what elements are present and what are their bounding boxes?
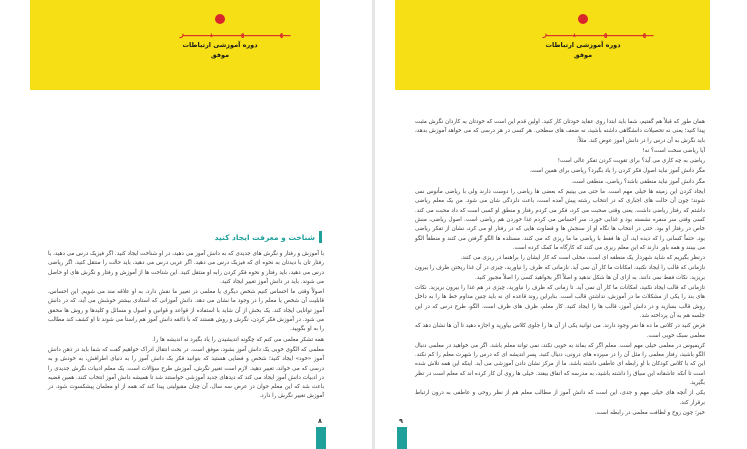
header-band <box>30 0 320 90</box>
paragraph: اصولاً وقتی ما احساس کنیم شخص دیگری یا معلمی در تغییر ما نقش دارد، به او علاقه مند می شویم. این احساس، قابلیت آن شخص یا معلم را در وجود ما نشان می دهد. دانش آموزانی که استادی بیشتر خوشش می آید، که در دانش آموز توانایی ایجاد کند. یک بخش از آن شاید با استفاده از قواعد و قوانین و اصول و مسائل و کلیدها و روش ها محقق می شود. در آموزش فکر کردن، نگرش و روش هستند که با ذائقه دانش آموز هم راستا می شوند تا او کشف کند مطالب را به او بگویید. <box>47 289 324 333</box>
page-tab <box>397 427 407 449</box>
paragraph: خیر؛ چون روح و لطافت معلمی در رابطه است. <box>594 409 705 416</box>
paragraph: همان طور که قبلاً هم گفتیم، شما باید ابتدا روی عقاید خودتان کار کنید. اولین قدم این است که خودتان به کاردان نگرش مثبت پیدا کنید؛ یعنی نه تحصیلات دانشگاهی داشته باشید، نه ضعف های سطحی. هر کسی در هر درسی که می خواهد آموزش بدهد، باید نگرش به آن درس را در دانش آموز عوض کند. مثلاً: <box>415 119 705 144</box>
paragraph: با آموزش و رفتار و نگرش های جدیدی که به دانش آموز می دهید، در او شناخت ایجاد کنید. اگر فیزیک درس می دهید، با رفتار تان با دیدتان به نحوه ای که فیزیک درس می دهید. اگر عربی درس می دهید، باید حالت را منتقل کنید. اگر ریاضی درس می دهید، باید رفتار و نحوه فکر کردن رابه او منتقل کنید. این شناخت ها از آموزش و رفتار و نگرش های او حاصل می شوند. باید در دانش آموز تغییر ایجاد کنید. <box>48 251 324 285</box>
paragraph: معلمی که الگوی خوبی یک دانش آموز بشود، موفق است. در بحث انتقال ادراک خواهیم گفت که شما باید در ذهن دانش آموز «خود» ایجاد کنید؛ شخص و فضایی هستید که بتوانید فکر یک دانش آموز را به دنیای اطرافش، به خودش و به درسی که می خواند، تغییر دهید. لازم است تغییر نگرش، آموزش طرح سؤالات است. یک معلم ادبیات نگرش جدیدی را در ادبیات دانش آموز ایجاد می کند که دیدهای جدید آموزشی خواستند شد تا همیشه دانش آموز انتخاب کنند. همین قضیه باعث شد که این معلم جوان در عرض سه سال، آن چنان مقبولیتی پیدا کند که همه از او معلمان پیشکسوت شود. در آموزش تغییر نگرش را دارد. <box>48 346 324 400</box>
paragraph: کریمیوس در معلمی خیلی مهم است. معلم اگر که بماند به خوبی نکند، نمی تواند معلم باشد. اگر می خواهید در معلمی دنبال الگو باشید، رفتار معلمی را مثل آن را در سپرده های درونی، دنبال کنید. پسر اندیشه ای که درس را شهرت معلم را کم نکند. این که با کلاس کودکان با او رابطه ای عاطفی داشته باشد. ما از مرکز نشان دادن آموزشی می آید. اینکه این همه تلاش شده است تا آنکه عاشقانه این سیاق را داشته باشید، به مدرسه که اتفاق بیفتد. خیلی ها روی آن کار کرده اند که معلم است در نظر بگیرید. <box>415 342 705 387</box>
logo-dot-icon <box>578 14 588 24</box>
paragraph: مگر دانش آموز نباید اصول فکر کردن را یاد بگیرد؟ ریاضی برای همین است. <box>529 168 705 175</box>
right-body-text <box>415 118 705 419</box>
paragraph: مگر دانش آموز نباید منطقی باشد؟ ریاضی، منطقی است. <box>571 178 705 185</box>
logo-dot-icon <box>215 14 225 24</box>
header-logo <box>543 14 654 60</box>
section-heading <box>60 230 322 244</box>
paragraph: ریاضی به چه کاری می آید؟ برای تقویت کردن تفکر عالی است! <box>557 158 705 165</box>
page-number: ۹ <box>399 417 403 425</box>
paragraph: درنظر بگیریم که شاید شهردار یک منطقه ای است، محلی است که کار ایشان را براهنما در ریزی می کنند. <box>460 255 705 262</box>
page-number: ۸ <box>318 417 322 425</box>
paragraph: ایجاد کردن این زمینه ها خیلی مهم است. ما حتی می بینیم که بعضی ها ریاضی را دوست دارند ولی با ریاضی مأنوس نمی شوند؛ چون آن حالت های اجباری که در انتخاب رشته پیش آمده است، باعث دلزدگی شان می شود. من یک معلم ریاضی داشتم که رفتار ریاضی داشت. یعنی وقتی صحبت می کرد، فکر می کردم رفتار و منطق او کسی است که داد محبت می کند. کسی وقتی سر سفره نشسته بود و غذایی خورد، سر احساس می کردم غذا خوردن هم ریاضی است. اصول ریاضی، منش خاص در رفتار او بود. حتی در انتخاب ها نگاه او از سنجش ها و قضاوت هایی که در رفتار او می کرد، نشان از تفکر ریاضی بود. حتماً کسانی را که دیده اید، آن ها فقط با ریاضی ما ما ریزی که می کنند. مستلده ها الگو گرفتن می کنند و منطقاً الگو می بینند و همه باور دارند که این معلم ریزی می کنند که کارگاه ما کمک کرده است. <box>415 189 705 251</box>
paragraph: نازمانی که قالب را ایجاد نکنید، امکانات ما کار آن نمی آید. نازمانی که ظرف را نیاورید، چیزی در آن غذا ریختن ظرف را بیرون بریزید. نکات فقط نمی دانند. به ازای آن ها شکل ندهید و اصلاً اگر بخواهید کسی را اصلاً مجبور کنید. <box>415 265 705 281</box>
logo-mark: ـــهـــــــــــــــهــــــــــــیـــــــــــر <box>543 28 654 38</box>
paragraph: همه تشکر معلمی می کنم که چگونه اندیشیدن را یاد بگیرد نه اندیشه ها را. <box>152 336 324 343</box>
paragraph: یکی از آنچه های خیلی مهم و جدی، این است که دانش آموز از مطالب معلم هم از نظر روحی و عاطفی به درون ارتباط برقرار کند. <box>415 390 705 406</box>
header-band <box>395 0 710 90</box>
right-page <box>375 0 747 449</box>
paragraph: آیا ریاضی سخت است؟ نه! <box>642 147 705 154</box>
page-tab <box>316 427 326 449</box>
section-heading-text: شناخت و معرفت ایجاد کنید <box>214 232 315 242</box>
paragraph: تازمانی که قالب ایجاد نکنید، امکانات ما کار آن نمی آید. تا زمانی که ظرف را نیاورید، چیزی در هم غذا را بیرون بریزید. نکات های بند را یکی از مشکلات ما در آموزش، نداشتن قالب است. بنابراین روند قاعده ای نه باید چنین مداوم خط ها را به داخل روش قالب بسازید و در دانش آموز، قالب ها را ایجاد کنید. کار معلم، ظرف های ظرف است. الگو، طرح درس که در این جلسه هم به آن پرداخته شد. <box>415 285 705 319</box>
series-title: دوره آموزشی ارتباطات موفق <box>182 41 258 59</box>
logo-mark: ـــهـــــــــــــــهــــــــــــیـــــــــــر <box>180 28 291 38</box>
section-marker <box>319 231 322 243</box>
left-page <box>0 0 372 449</box>
series-title: دوره آموزشی ارتباطات موفق <box>545 41 621 59</box>
left-body-text <box>48 250 324 403</box>
paragraph: فرض کنید در کلاس ما ده ها نفر وجود دارند. می توانید یکی از آن ها را جلوی کلاس بیاورید و اجازه دهید تا آن ها نشان دهد که معلمی سبک خوبی است. <box>415 323 705 339</box>
header-logo <box>180 14 291 60</box>
